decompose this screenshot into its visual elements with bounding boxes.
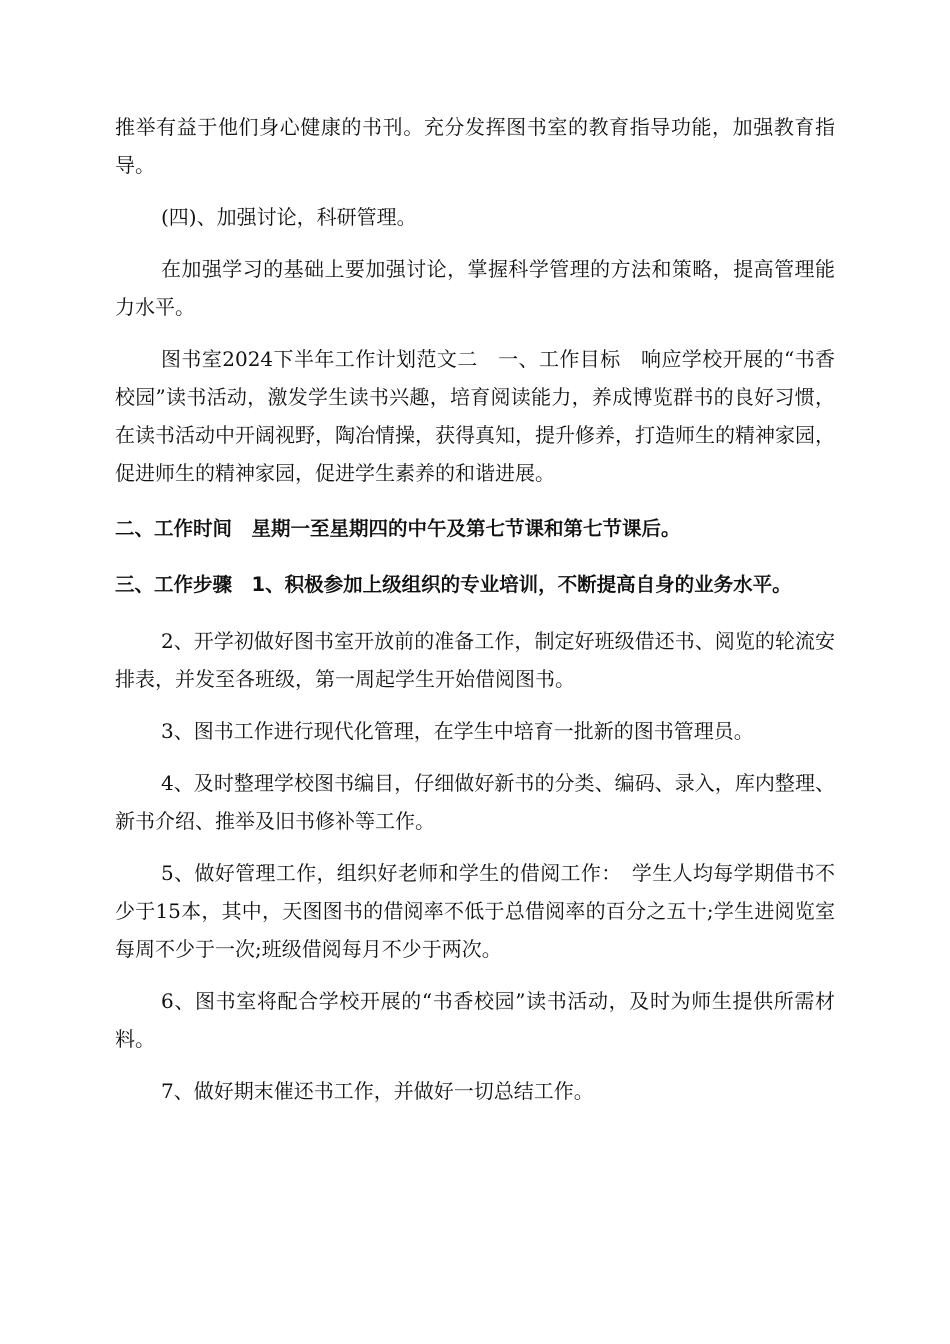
paragraph-plan-two-goals: 图书室2024下半年工作计划范文二 一、工作目标 响应学校开展的“书香校园”读书活动，激发学生读书兴趣，培育阅读能力，养成博览群书的良好习惯，在读书活动中开阔视野，陶冶情操，获得真知，提升修养，打造师生的精神家园，促进师生的精神家园，促进学生素养的和谐进展。 bbox=[115, 347, 835, 485]
step-3: 3、图书工作进行现代化管理，在学生中培育一批新的图书管理员。 bbox=[161, 719, 754, 743]
step-6: 6、图书室将配合学校开展的“书香校园”读书活动，及时为师生提供所需材料。 bbox=[115, 989, 835, 1051]
paragraph-continuation: 推举有益于他们身心健康的书刊。充分发挥图书室的教育指导功能，加强教育指导。 bbox=[115, 115, 835, 177]
section-heading-four: (四)、加强讨论，科研管理。 bbox=[161, 205, 417, 229]
step-4: 4、及时整理学校图书编目，仔细做好新书的分类、编码、录入，库内整理、新书介绍、推举及旧书修补等工作。 bbox=[115, 771, 835, 833]
paragraph-study: 在加强学习的基础上要加强讨论，掌握科学管理的方法和策略，提高管理能力水平。 bbox=[115, 257, 835, 319]
step-7: 7、做好期末催还书工作，并做好一切总结工作。 bbox=[161, 1079, 594, 1103]
step-5: 5、做好管理工作，组织好老师和学生的借阅工作： 学生人均每学期借书不少于15本，其中，天图图书的借阅率不低于总借阅率的百分之五十;学生进阅览室每周不少于一次;班级借阅每月不少于两次。 bbox=[115, 861, 835, 961]
heading-work-time: 二、工作时间 星期一至星期四的中午及第七节课和第七节课后。 bbox=[115, 517, 681, 540]
heading-work-steps: 三、工作步骤 1、积极参加上级组织的专业培训，不断提高自身的业务水平。 bbox=[115, 573, 792, 596]
document-page bbox=[115, 108, 835, 1110]
step-2: 2、开学初做好图书室开放前的准备工作，制定好班级借还书、阅览的轮流安排表，并发至各班级，第一周起学生开始借阅图书。 bbox=[115, 629, 835, 691]
